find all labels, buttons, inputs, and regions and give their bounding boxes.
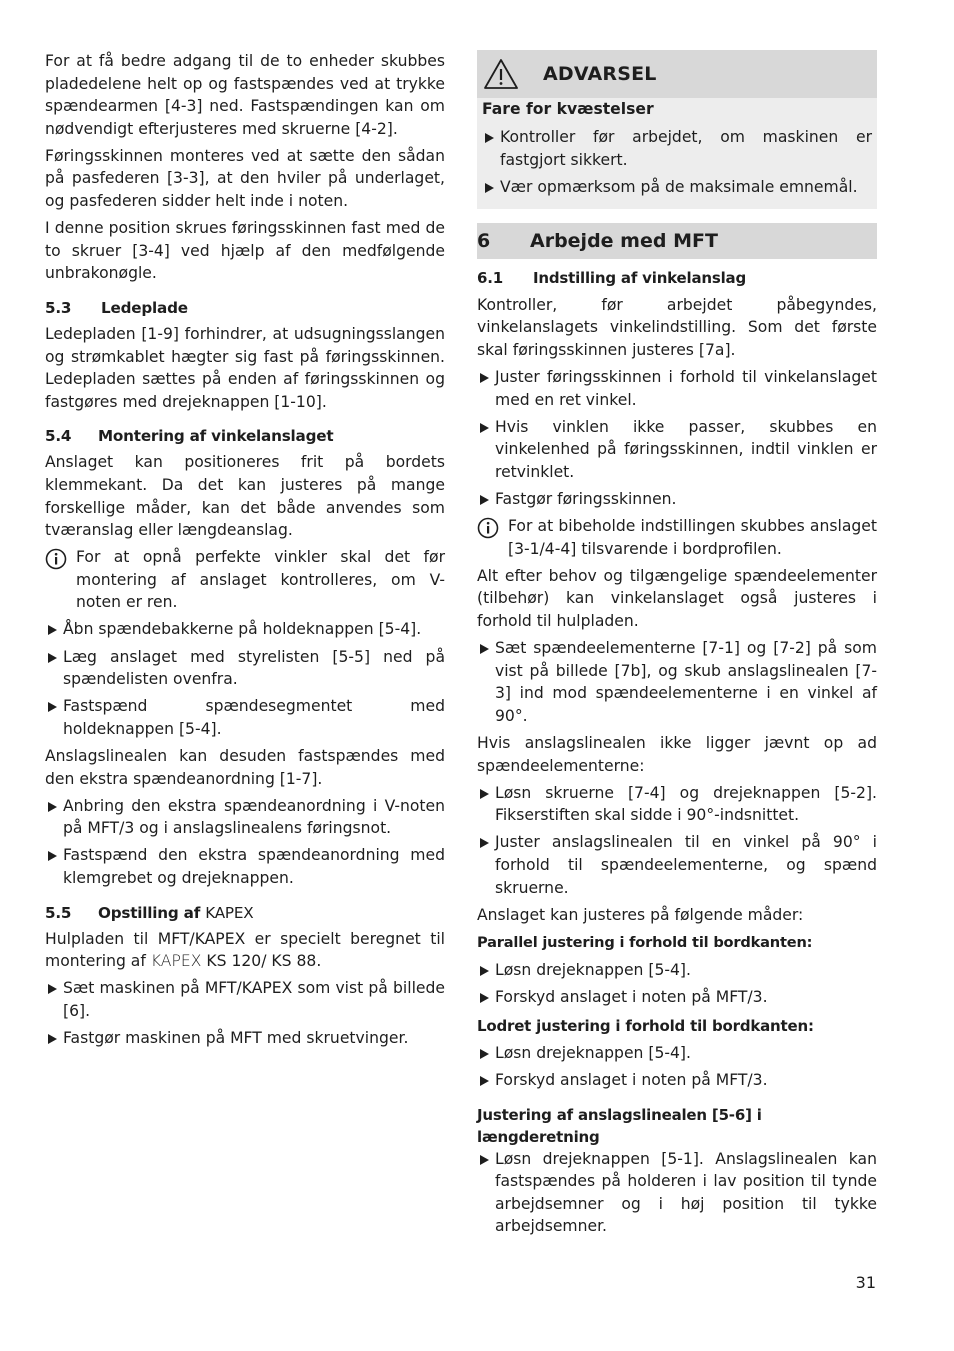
bullet-item bbox=[477, 1148, 877, 1238]
info-note-text: For at opnå perfekte vinkler skal det før montering af anslaget kontrolleres, om V-noten er ren. bbox=[76, 548, 445, 612]
bullet-text: Sæt spændeelementerne [7-1] og [7-2] på som vist på billede [7b], og skub anslagslinealen [7-3] ind mod spændeelementerne i en vinkel af 90°. bbox=[495, 639, 877, 725]
bullet-item bbox=[477, 366, 877, 411]
section-number: 5.5 bbox=[45, 903, 72, 922]
info-icon bbox=[45, 548, 67, 570]
bullet-item bbox=[45, 695, 445, 740]
bullet-text: Løsn drejeknappen [5-4]. bbox=[495, 961, 691, 980]
bullet-text: Juster anslagslinealen til en vinkel på 90° i forhold til spændeelementerne, og spænd skruerne. bbox=[495, 833, 877, 897]
bullet-text: Anbring den ekstra spændeanordning i V-noten på MFT/3 og i anslagslinealens føringsnot. bbox=[63, 796, 445, 838]
bullet-text: Læg anslaget med styrelisten [5-5] ned på spændelisten ovenfra. bbox=[63, 647, 445, 689]
bullet-arrow-icon bbox=[48, 851, 57, 861]
section-number: 5.4 bbox=[45, 427, 72, 446]
section-6-1-paragraph-2: Alt efter behov og tilgængelige spændeelementer (tilbehør) kan vinkelanslaget også justeres i forhold til hulpladen. bbox=[477, 566, 877, 630]
bullet-text: Fastgør maskinen på MFT med skruetvinger. bbox=[63, 1028, 409, 1047]
section-title: Montering af vinkelanslaget bbox=[98, 427, 334, 446]
bullet-text: Fastspænd den ekstra spændeanordning med klemgrebet og drejeknappen. bbox=[63, 846, 445, 887]
bullet-arrow-icon bbox=[480, 966, 489, 976]
brand-name: KAPEX bbox=[150, 952, 202, 971]
bullet-item bbox=[477, 1042, 877, 1065]
intro-paragraph-1: For at få bedre adgang til de to enheder skubbes pladedelene helt op og fastspændes ved at trykke spændearmen [4-3] ned. Fastspændingen kan om nødvendigt efterjusteres med skruerne [4-2]. bbox=[45, 52, 445, 138]
intro-paragraph-3: I denne position skrues føringsskinnen fast med de to skruer [3-4] ved hjælp af den medfølgende unbrakonøgle. bbox=[45, 219, 445, 283]
bullet-arrow-icon bbox=[480, 373, 489, 383]
bullet-item bbox=[477, 782, 877, 827]
bullet-item bbox=[45, 795, 445, 840]
section-5-4-heading bbox=[45, 426, 445, 446]
info-icon bbox=[477, 517, 499, 539]
right-column bbox=[477, 50, 877, 1242]
bullet-item bbox=[477, 959, 877, 982]
chapter-number: 6 bbox=[477, 229, 491, 252]
bullet-item bbox=[477, 488, 877, 511]
brand-name: KAPEX bbox=[205, 903, 254, 922]
warning-subtitle: Fare for kvæstelser bbox=[482, 100, 654, 118]
section-5-5-paragraph bbox=[45, 928, 445, 973]
bullet-arrow-icon bbox=[480, 1155, 489, 1165]
bullet-item bbox=[477, 416, 877, 484]
bullet-arrow-icon bbox=[480, 838, 489, 848]
section-title: Indstilling af vinkelanslag bbox=[533, 268, 746, 287]
bullet-arrow-icon bbox=[48, 625, 57, 635]
bullet-arrow-icon bbox=[48, 702, 57, 712]
chapter-6-heading bbox=[477, 223, 877, 259]
bullet-item bbox=[45, 844, 445, 889]
bullet-arrow-icon bbox=[480, 495, 489, 505]
bullet-text: Løsn drejeknappen [5-1]. Anslagslinealen kan fastspændes på holderen i lav position til tynde arbejdsemner og i høj position til tykke arbejdsemner. bbox=[495, 1149, 877, 1236]
subheading-parallel: Parallel justering i forhold til bordkanten: bbox=[477, 934, 813, 952]
subheading-lengthwise: Justering af anslagslinealen [5-6] i længderetning bbox=[477, 1105, 762, 1146]
bullet-text: Vær opmærksom på de maksimale emnemål. bbox=[500, 177, 858, 196]
bullet-item bbox=[45, 1027, 445, 1050]
warning-triangle-icon bbox=[483, 58, 519, 90]
bullet-item bbox=[477, 831, 877, 899]
bullet-text: Løsn drejeknappen [5-4]. bbox=[495, 1043, 691, 1062]
paragraph-text: KS 120/ KS 88. bbox=[206, 952, 322, 971]
bullet-text: Forskyd anslaget i noten på MFT/3. bbox=[495, 1071, 768, 1089]
bullet-arrow-icon bbox=[480, 1049, 489, 1059]
bullet-text: Fastgør føringsskinnen. bbox=[495, 490, 677, 509]
subheading-vertical: Lodret justering i forhold til bordkanten: bbox=[477, 1016, 814, 1035]
bullet-arrow-icon bbox=[480, 789, 489, 799]
bullet-arrow-icon bbox=[48, 1034, 57, 1044]
bullet-arrow-icon bbox=[48, 653, 57, 663]
bullet-arrow-icon bbox=[480, 423, 489, 433]
warning-body bbox=[477, 98, 877, 209]
section-number: 6.1 bbox=[477, 268, 503, 287]
section-5-3-paragraph: Ledepladen [1-9] forhindrer, at udsugningsslangen og strømkablet hægter sig fast på føringsskinnen. Ledepladen sættes på enden af føringsskinnen og fastgøres med drejeknappen [1-10]. bbox=[45, 324, 445, 411]
warning-title: ADVARSEL bbox=[543, 63, 657, 85]
bullet-item bbox=[477, 1069, 877, 1092]
section-5-5-heading bbox=[45, 903, 445, 923]
intro-paragraph-2: Føringsskinnen monteres ved at sætte den sådan på pasfederen [3-3], at den hviler på underlaget, og pasfederen sidder helt inde i noten. bbox=[45, 146, 445, 211]
section-number: 5.3 bbox=[45, 298, 72, 317]
bullet-arrow-icon bbox=[480, 1076, 489, 1086]
left-column bbox=[45, 50, 445, 1054]
info-note bbox=[477, 515, 877, 560]
bullet-text: Fastspænd spændesegmentet med holdeknappen [5-4]. bbox=[63, 697, 445, 738]
bullet-text: Forskyd anslaget i noten på MFT/3. bbox=[495, 988, 768, 1007]
info-note-text: For at bibeholde indstillingen skubbes anslaget [3-1/4-4] tilsvarende i bordprofilen. bbox=[508, 517, 877, 558]
section-6-1-paragraph-1: Kontroller, før arbejdet påbegyndes, vinkelanslagets vinkelindstilling. Som det første skal føringsskinnen justeres [7a]. bbox=[477, 295, 877, 359]
bullet-arrow-icon bbox=[48, 802, 57, 812]
bullet-item bbox=[477, 986, 877, 1009]
chapter-title: Arbejde med MFT bbox=[530, 229, 718, 252]
paragraph-text: Hulpladen til MFT/KAPEX er specielt beregnet til montering af bbox=[45, 929, 445, 971]
section-5-3-heading bbox=[45, 298, 445, 318]
bullet-text: Juster føringsskinnen i forhold til vinkelanslaget med en ret vinkel. bbox=[495, 368, 877, 409]
bullet-item bbox=[45, 646, 445, 691]
section-5-4-paragraph-2: Anslagslinealen kan desuden fastspændes med den ekstra spændeanordning [1-7]. bbox=[45, 746, 445, 788]
warning-box bbox=[477, 50, 877, 209]
bullet-arrow-icon bbox=[480, 993, 489, 1003]
section-5-4-paragraph-1: Anslaget kan positioneres frit på bordets klemmekant. Da det kan justeres på mange forskellige måder, kan det både anvendes som tværanslag eller længdeanslag. bbox=[45, 453, 445, 540]
bullet-text: Kontroller før arbejdet, om maskinen er fastgjort sikkert. bbox=[500, 128, 872, 169]
bullet-item bbox=[45, 977, 445, 1022]
warning-header bbox=[477, 50, 877, 98]
page-number: 31 bbox=[855, 1273, 876, 1292]
bullet-item bbox=[482, 126, 872, 171]
bullet-item bbox=[45, 618, 445, 641]
section-title: Ledeplade bbox=[101, 298, 188, 317]
info-note bbox=[45, 546, 445, 614]
section-title: Opstilling af bbox=[98, 903, 201, 922]
section-6-1-paragraph-4: Anslaget kan justeres på følgende måder: bbox=[477, 905, 804, 924]
bullet-item bbox=[477, 637, 877, 727]
section-6-1-paragraph-3: Hvis anslagslinealen ikke ligger jævnt op ad spændeelementerne: bbox=[477, 733, 877, 775]
bullet-arrow-icon bbox=[485, 183, 494, 193]
bullet-text: Sæt maskinen på MFT/KAPEX som vist på billede [6]. bbox=[63, 979, 445, 1020]
bullet-arrow-icon bbox=[485, 133, 494, 143]
bullet-arrow-icon bbox=[48, 984, 57, 994]
bullet-text: Løsn skruerne [7-4] og drejeknappen [5-2]. Fikserstiften skal sidde i 90°-indsnittet. bbox=[495, 783, 877, 825]
bullet-text: Hvis vinklen ikke passer, skubbes en vinkelenhed på føringsskinnen, indtil vinklen er retvinklet. bbox=[495, 417, 877, 481]
bullet-text: Åbn spændebakkerne på holdeknappen [5-4]. bbox=[63, 620, 422, 639]
bullet-arrow-icon bbox=[480, 644, 489, 654]
section-6-1-heading bbox=[477, 267, 877, 289]
bullet-item bbox=[482, 176, 872, 199]
